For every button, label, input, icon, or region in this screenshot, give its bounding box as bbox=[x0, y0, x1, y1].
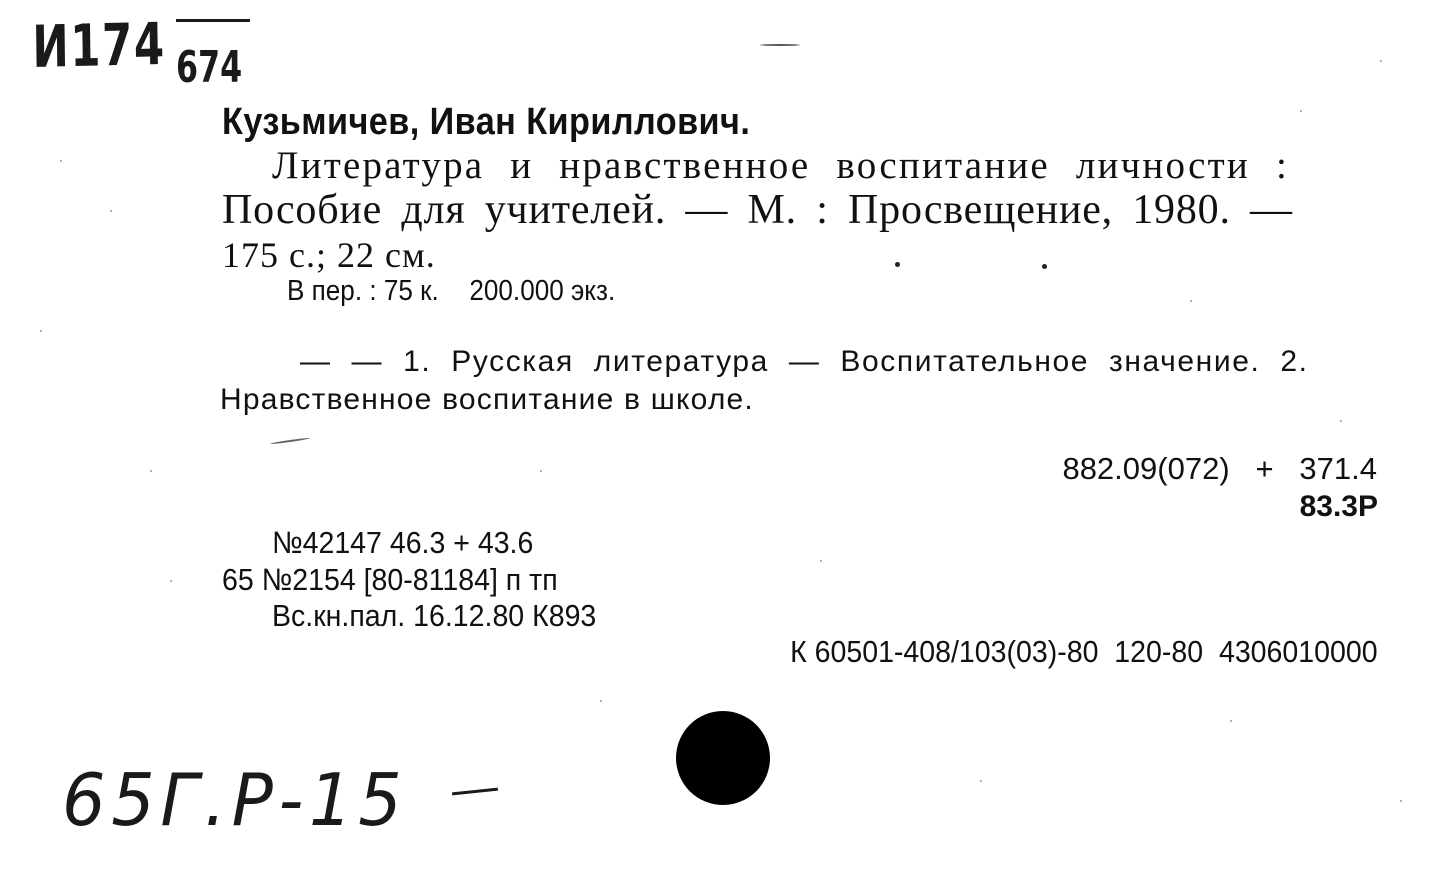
price-line bbox=[287, 277, 615, 306]
title-line-1: Литература и нравственное воспитание личности : bbox=[272, 144, 1289, 187]
speck bbox=[1300, 110, 1302, 112]
pagination-line: 175 с.; 22 см. bbox=[222, 235, 436, 275]
stray-mark bbox=[270, 437, 310, 445]
handwritten-call-number: И174 bbox=[31, 9, 167, 81]
speck bbox=[540, 470, 542, 472]
speck bbox=[980, 780, 982, 782]
speck bbox=[170, 580, 172, 582]
subject-headings-line-1: — — 1. Русская литература — Воспитательное значение. 2. bbox=[300, 345, 1309, 378]
speck bbox=[820, 560, 822, 562]
stray-mark bbox=[895, 262, 900, 267]
publisher-index-line: К 60501-408/103(03)-80 120-80 4306010000 bbox=[790, 634, 1378, 669]
speck bbox=[110, 210, 112, 212]
handwritten-shelf-mark: 65Г.Р-15 bbox=[62, 758, 408, 842]
speck bbox=[150, 470, 152, 472]
technical-line-2: 65 №2154 [80-81184] п тп bbox=[222, 562, 558, 597]
handwritten-overline bbox=[176, 19, 250, 22]
udk-classification: 882.09(072) + 371.4 bbox=[1062, 451, 1377, 486]
subject-headings-line-2: Нравственное воспитание в школе. bbox=[220, 383, 754, 416]
stray-mark bbox=[1042, 264, 1047, 269]
speck bbox=[60, 160, 62, 162]
handwritten-dash bbox=[452, 788, 498, 796]
speck bbox=[1380, 60, 1382, 62]
speck bbox=[1190, 300, 1192, 302]
speck bbox=[40, 330, 42, 332]
technical-line-1: №42147 46.3 + 43.6 bbox=[272, 525, 534, 560]
speck bbox=[1340, 420, 1342, 422]
speck bbox=[1400, 800, 1402, 802]
circulation: 200.000 экз. bbox=[469, 275, 616, 307]
title-line-2: Пособие для учителей. — М. : Просвещение, 1980. — bbox=[222, 187, 1293, 233]
handwritten-call-number-suffix: 674 bbox=[176, 42, 243, 93]
speck bbox=[1230, 720, 1232, 722]
speck bbox=[600, 700, 602, 702]
technical-line-3: Вс.кн.пал. 16.12.80 К893 bbox=[272, 598, 597, 633]
stray-mark bbox=[760, 44, 800, 46]
bbk-classification: 83.3Р bbox=[1299, 490, 1378, 523]
price-binding: В пер. : 75 к. bbox=[287, 275, 439, 307]
card-punch-hole bbox=[676, 711, 770, 805]
author-heading: Кузьмичев, Иван Кириллович. bbox=[222, 101, 751, 143]
